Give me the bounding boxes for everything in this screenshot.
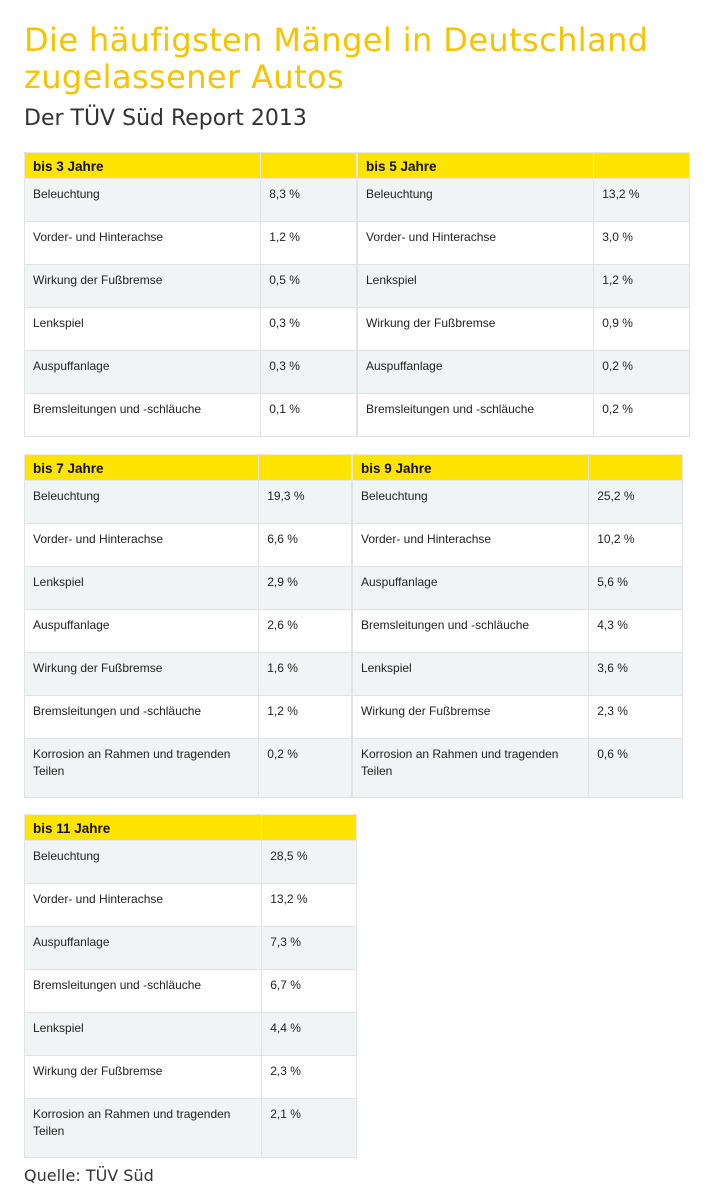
table-row <box>25 884 357 927</box>
defect-value: 5,6 % <box>589 567 683 610</box>
defect-value: 1,2 % <box>261 222 357 265</box>
defect-label: Beleuchtung <box>358 179 594 222</box>
defect-label: Bremsleitungen und -schläuche <box>25 970 262 1013</box>
source-note: Quelle: TÜV Süd <box>24 1166 154 1185</box>
defect-value: 0,6 % <box>589 739 683 798</box>
title-line-1: Die häufigsten Mängel in Deutschland <box>24 21 649 59</box>
defect-value: 1,2 % <box>594 265 690 308</box>
defect-value: 2,1 % <box>262 1099 357 1158</box>
table-row <box>25 841 357 884</box>
defect-label: Beleuchtung <box>25 481 259 524</box>
table-row <box>353 653 683 696</box>
table-row <box>25 265 357 308</box>
defect-label: Bremsleitungen und -schläuche <box>358 394 594 437</box>
table-row <box>353 739 683 798</box>
defect-value: 0,1 % <box>261 394 357 437</box>
table-row <box>25 567 352 610</box>
defect-label: Beleuchtung <box>25 841 262 884</box>
table-header-blank <box>262 815 357 841</box>
defect-value: 0,2 % <box>594 394 690 437</box>
defect-value: 6,6 % <box>259 524 352 567</box>
defect-label: Auspuffanlage <box>358 351 594 394</box>
defect-label: Beleuchtung <box>25 179 261 222</box>
table-age-title: bis 9 Jahre <box>353 455 589 481</box>
defect-value: 0,3 % <box>261 351 357 394</box>
table-age-title: bis 11 Jahre <box>25 815 262 841</box>
defects-table <box>24 814 357 1158</box>
defect-value: 0,2 % <box>594 351 690 394</box>
table-header-blank <box>259 455 352 481</box>
table-row <box>25 394 357 437</box>
table-row <box>25 179 357 222</box>
table-header-row <box>353 455 683 481</box>
defect-label: Auspuffanlage <box>25 610 259 653</box>
defect-label: Wirkung der Fußbremse <box>358 308 594 351</box>
table-row <box>25 739 352 798</box>
table-row <box>25 696 352 739</box>
table-header-row <box>25 153 357 179</box>
table-row <box>358 222 690 265</box>
table-header-row <box>25 815 357 841</box>
defect-value: 3,6 % <box>589 653 683 696</box>
table-row <box>25 222 357 265</box>
defect-label: Lenkspiel <box>358 265 594 308</box>
defect-label: Auspuffanlage <box>25 927 262 970</box>
table-header-row <box>358 153 690 179</box>
defect-label: Vorder- und Hinterachse <box>353 524 589 567</box>
defect-label: Bremsleitungen und -schläuche <box>25 394 261 437</box>
defect-value: 4,3 % <box>589 610 683 653</box>
table-row <box>25 481 352 524</box>
defect-label: Vorder- und Hinterachse <box>358 222 594 265</box>
defect-value: 8,3 % <box>261 179 357 222</box>
table-row <box>358 351 690 394</box>
defect-value: 25,2 % <box>589 481 683 524</box>
defect-label: Wirkung der Fußbremse <box>25 265 261 308</box>
defect-value: 7,3 % <box>262 927 357 970</box>
table-row <box>25 610 352 653</box>
defect-value: 0,5 % <box>261 265 357 308</box>
defect-value: 2,3 % <box>262 1056 357 1099</box>
table-header-row <box>25 455 352 481</box>
table-row <box>353 567 683 610</box>
defect-label: Korrosion an Rahmen und tragenden Teilen <box>25 739 259 798</box>
table-row <box>358 394 690 437</box>
table-age-title: bis 3 Jahre <box>25 153 261 179</box>
defects-table <box>357 152 690 437</box>
defect-value: 6,7 % <box>262 970 357 1013</box>
defect-value: 3,0 % <box>594 222 690 265</box>
defect-value: 28,5 % <box>262 841 357 884</box>
defect-label: Wirkung der Fußbremse <box>353 696 589 739</box>
defect-value: 0,9 % <box>594 308 690 351</box>
defect-value: 2,9 % <box>259 567 352 610</box>
table-row <box>353 610 683 653</box>
defect-value: 0,3 % <box>261 308 357 351</box>
table-row <box>358 265 690 308</box>
defect-label: Lenkspiel <box>353 653 589 696</box>
table-header-blank <box>594 153 690 179</box>
defect-label: Bremsleitungen und -schläuche <box>25 696 259 739</box>
defect-label: Bremsleitungen und -schläuche <box>353 610 589 653</box>
defect-label: Auspuffanlage <box>353 567 589 610</box>
table-header-blank <box>589 455 683 481</box>
table-row <box>25 970 357 1013</box>
defect-label: Wirkung der Fußbremse <box>25 653 259 696</box>
chart-title <box>24 22 704 96</box>
table-row <box>25 308 357 351</box>
defect-label: Beleuchtung <box>353 481 589 524</box>
defect-value: 0,2 % <box>259 739 352 798</box>
table-row <box>25 653 352 696</box>
defect-label: Vorder- und Hinterachse <box>25 524 259 567</box>
table-row <box>358 308 690 351</box>
defects-table <box>24 454 352 798</box>
table-row <box>25 1056 357 1099</box>
defect-label: Lenkspiel <box>25 308 261 351</box>
defect-label: Korrosion an Rahmen und tragenden Teilen <box>353 739 589 798</box>
defect-label: Wirkung der Fußbremse <box>25 1056 262 1099</box>
defects-table <box>24 152 357 437</box>
defect-label: Vorder- und Hinterachse <box>25 222 261 265</box>
defect-label: Vorder- und Hinterachse <box>25 884 262 927</box>
defect-label: Lenkspiel <box>25 1013 262 1056</box>
defect-value: 4,4 % <box>262 1013 357 1056</box>
table-row <box>358 179 690 222</box>
defect-value: 1,2 % <box>259 696 352 739</box>
defect-label: Korrosion an Rahmen und tragenden Teilen <box>25 1099 262 1158</box>
defect-value: 19,3 % <box>259 481 352 524</box>
defect-value: 13,2 % <box>262 884 357 927</box>
table-row <box>25 927 357 970</box>
chart-subtitle: Der TÜV Süd Report 2013 <box>24 106 307 131</box>
table-age-title: bis 5 Jahre <box>358 153 594 179</box>
defect-value: 1,6 % <box>259 653 352 696</box>
defects-table <box>352 454 683 798</box>
defect-label: Lenkspiel <box>25 567 259 610</box>
defect-value: 10,2 % <box>589 524 683 567</box>
table-row <box>353 696 683 739</box>
table-row <box>353 481 683 524</box>
table-age-title: bis 7 Jahre <box>25 455 259 481</box>
table-row <box>25 1013 357 1056</box>
title-line-2: zugelassener Autos <box>24 58 345 96</box>
defect-value: 2,6 % <box>259 610 352 653</box>
table-header-blank <box>261 153 357 179</box>
defect-value: 13,2 % <box>594 179 690 222</box>
table-row <box>25 1099 357 1158</box>
table-row <box>353 524 683 567</box>
table-row <box>25 524 352 567</box>
defect-label: Auspuffanlage <box>25 351 261 394</box>
table-row <box>25 351 357 394</box>
defect-value: 2,3 % <box>589 696 683 739</box>
